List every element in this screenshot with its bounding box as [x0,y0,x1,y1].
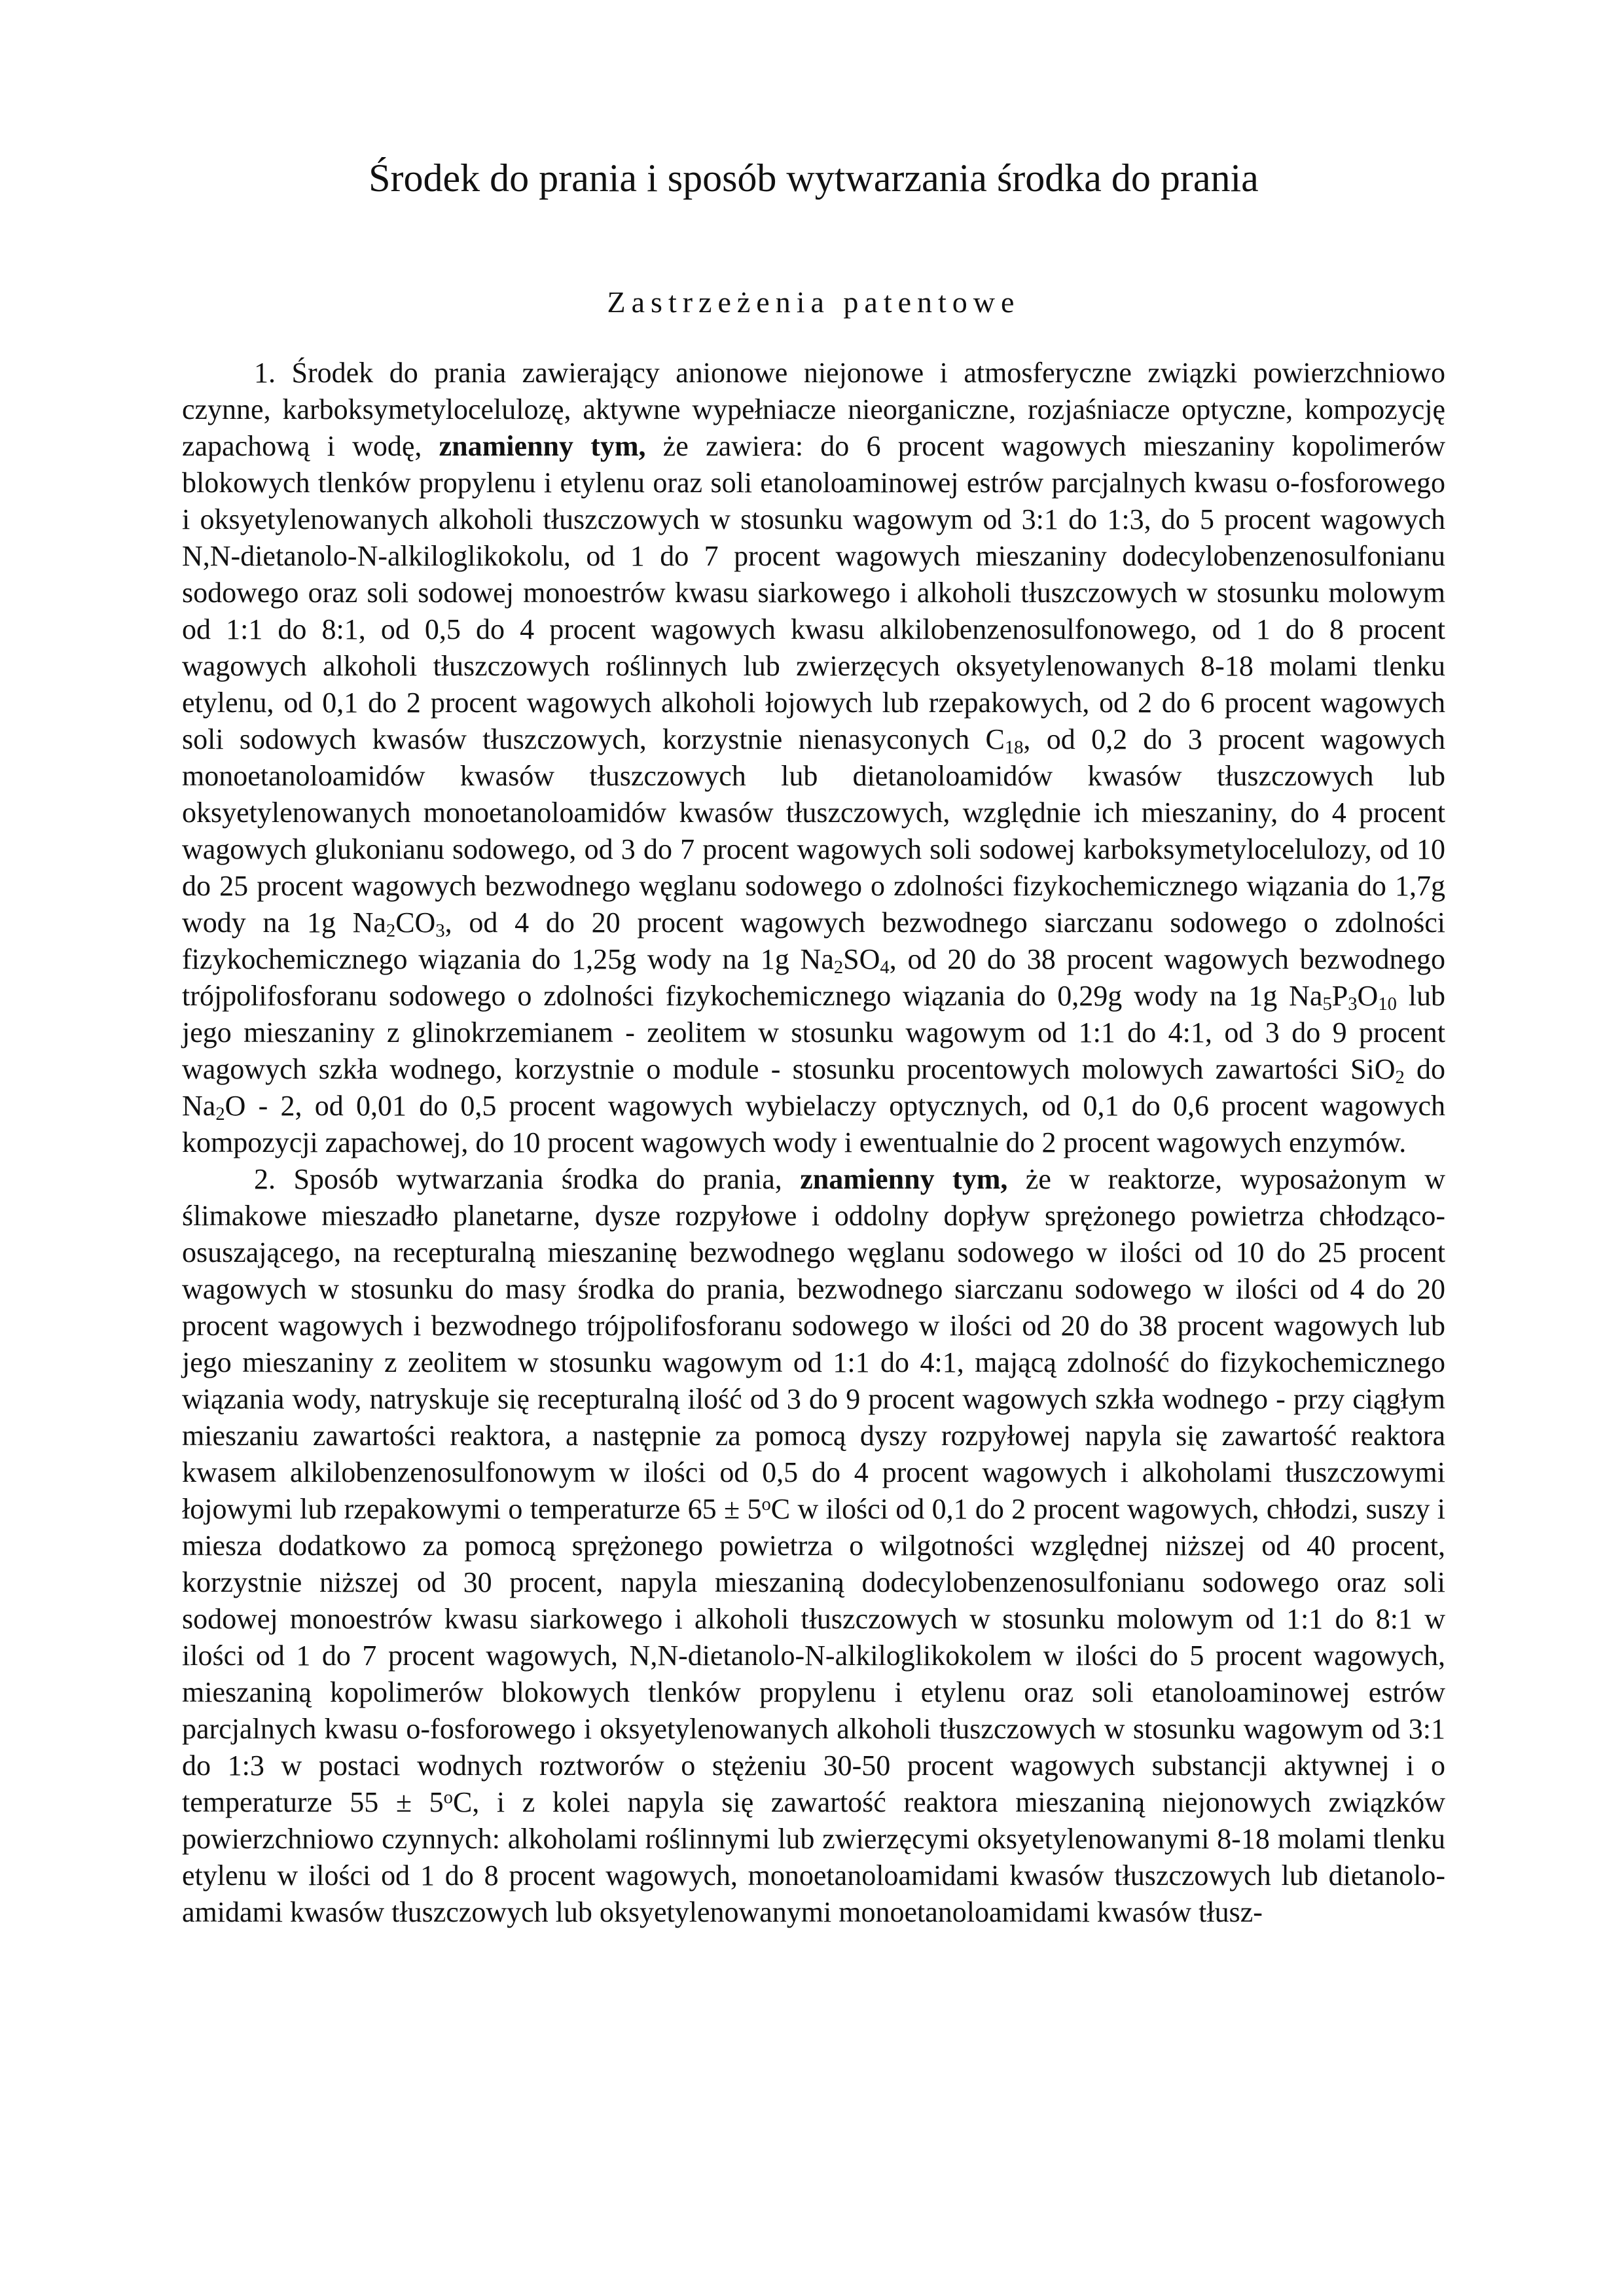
claim-text: P [1331,980,1348,1012]
claim-text: , od 20 do 38 procent wagowych bezwodnego trójpolifosforanu sodowego o zdolności fizykochemicznego wiązania do 0,29g wody na 1g Na [182,943,1445,1012]
claim-text: CO [395,906,436,939]
claim-text: O [1357,980,1379,1012]
superscript: o [761,1494,771,1515]
subscript: 4 [880,958,890,978]
claim-text: lub jego mieszaniny z glinokrzemianem - zeolitem w stosunku wagowym od 1:1 do 4:1, od 3 do 9 procent wagowych szkła wodnego, korzystnie o module - stosunku procentowych molowych zawartości SiO [182,980,1446,1085]
claim-text: C, i z kolei napyla się zawartość reaktora mieszaniną niejonowych związków powierzchniowo czynnych: alkoholami roślinnymi lub zwierzęcymi oksyetylenowanymi 8-18 molami tlenku etylenu w ilości od 1 do 8 procent wagowych, monoetanoloamidami kwasów tłuszczowych lub dietanoloamidami kwasów tłuszczowych lub oksyetylenowanymi monoetanoloamidami kwasów tłusz- [182,1786,1446,1928]
subscript: 5 [1322,994,1332,1015]
document-page [182,0,1445,2296]
claims-list [182,355,1445,1931]
claim-1 [182,355,1445,1161]
claim-text: do Na [182,1053,1445,1122]
section-heading: Zastrzeżenia patentowe [607,285,1020,319]
subscript: 2 [215,1104,225,1125]
claim-text: C w ilości od 0,1 do 2 procent wagowych, chłodzi, suszy i miesza dodatkowo za pomocą sprężonego powietrza o wilgotności względnej niższej od 40 procent, korzystnie niższej od 30 procent, napyla mieszaniną dodecylobenzenosulfonianu sodowego oraz soli sodowej monoestrów kwasu siarkowego i alkoholi tłuszczowych w stosunku molowym od 1:1 do 8:1 w ilości od 1 do 7 procent wagowych, N,N-dietanolo-N-alkiloglikokolem w ilości do 5 procent wagowych, mieszaniną kopolimerów blokowych tlenków propylenu i etylenu oraz soli etanoloaminowej estrów parcjalnych kwasu o-fosforowego i oksyetylenowanych alkoholi tłuszczowych w stosunku wagowym od 3:1 do 1:3 w postaci wodnych roztworów o stężeniu 30-50 procent wagowych substancji aktywnej i o temperaturze 55 ± 5 [182,1493,1445,1818]
emphasis-phrase: znamienny tym, [439,430,646,462]
document-title: Środek do prania i sposób wytwarzania środka do prania [369,156,1259,200]
subscript: 10 [1378,994,1397,1015]
subscript: 2 [386,921,396,942]
superscript: o [443,1787,453,1808]
emphasis-phrase: znamienny tym, [800,1163,1008,1195]
subscript: 18 [1004,738,1024,759]
claim-text: O - 2, od 0,01 do 0,5 procent wagowych wybielaczy optycznych, od 0,1 do 0,6 procent wagowych kompozycji zapachowej, do 10 procent wagowych wody i ewentualnie do 2 procent wagowych enzymów. [182,1090,1445,1158]
claim-text: SO [843,943,880,975]
subscript: 2 [833,958,844,978]
claim-text: , od 4 do 20 procent wagowych bezwodnego siarczanu sodowego o zdolności fizykochemicznego wiązania do 1,25g wody na 1g Na [182,906,1446,975]
claim-text: , od 0,2 do 3 procent wagowych monoetanoloamidów kwasów tłuszczowych lub dietanoloamidów kwasów tłuszczowych lub oksyetylenowanych monoetanoloamidów kwasów tłuszczowych, względnie ich mieszaniny, do 4 procent wagowych glukonianu sodowego, od 3 do 7 procent wagowych soli sodowej karboksymetylocelulozy, od 10 do 25 procent wagowych bezwodnego węglanu sodowego o zdolności fizykochemicznego wiązania do 1,7g wody na 1g Na [182,723,1445,939]
claim-2 [182,1161,1445,1931]
claim-text: że w reaktorze, wyposażonym w ślimakowe mieszadło planetarne, dysze rozpyłowe i oddolny dopływ sprężonego powietrza chłodząco-osuszającego, na recepturalną mieszaninę bezwodnego węglanu sodowego w ilości od 10 do 25 procent wagowych w stosunku do masy środka do prania, bezwodnego siarczanu sodowego w ilości od 4 do 20 procent wagowych i bezwodnego trójpolifosforanu sodowego w ilości od 20 do 38 procent wagowych lub jego mieszaniny z zeolitem w stosunku wagowym od 1:1 do 4:1, mającą zdolność do fizykochemicznego wiązania wody, natryskuje się recepturalną ilość od 3 do 9 procent wagowych szkła wodnego - przy ciągłym mieszaniu zawartości reaktora, a następnie za pomocą dyszy rozpyłowej napyla się zawartość reaktora kwasem alkilobenzenosulfonowym w ilości od 0,5 do 4 procent wagowych i alkoholami tłuszczowymi łojowymi lub rzepakowymi o temperaturze 65 ± 5 [182,1163,1446,1525]
claim-text: że zawiera: do 6 procent wagowych mieszaniny kopolimerów blokowych tlenków propylenu i etylenu oraz soli etanoloaminowej estrów parcjalnych kwasu o-fosforowego i oksyetylenowanych alkoholi tłuszczowych w stosunku wagowym od 3:1 do 1:3, do 5 procent wagowych N,N-dietanolo-N-alkiloglikokolu, od 1 do 7 procent wagowych mieszaniny dodecylobenzenosulfonianu sodowego oraz soli sodowej monoestrów kwasu siarkowego i alkoholi tłuszczowych w stosunku molowym od 1:1 do 8:1, od 0,5 do 4 procent wagowych kwasu alkilobenzenosulfonowego, od 1 do 8 procent wagowych alkoholi tłuszczowych roślinnych lub zwierzęcych oksyetylenowanych 8-18 molami tlenku etylenu, od 0,1 do 2 procent wagowych alkoholi łojowych lub rzepakowych, od 2 do 6 procent wagowych soli sodowych kwasów tłuszczowych, korzystnie nienasyconych C [182,430,1446,755]
subscript: 3 [1348,994,1358,1015]
claim-text: 2. Sposób wytwarzania środka do prania, [254,1163,801,1195]
claim-text: 1. Środek do prania zawierający anionowe niejonowe i atmosferyczne związki powierzchniowo czynne, karboksymetylocelulozę, aktywne wypełniacze nieorganiczne, rozjaśniacze optyczne, kompozycję zapachową i wodę, [182,357,1445,462]
subscript: 3 [435,921,445,942]
subscript: 2 [1395,1067,1405,1088]
